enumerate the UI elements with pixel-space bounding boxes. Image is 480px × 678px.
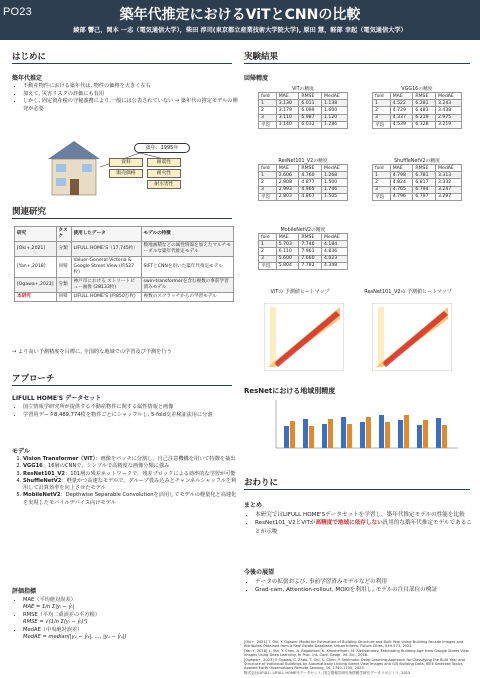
cell: 神戸市における ストリートビュー画像 (28133枚) — [71, 278, 141, 293]
house-window — [56, 178, 66, 186]
table-cell: 1.286 — [322, 121, 348, 128]
references — [244, 640, 476, 675]
table-cell: 平均 — [259, 262, 277, 269]
table-cell: 6.797 — [413, 193, 436, 200]
column-header: RMSE — [299, 165, 322, 172]
regional-bar — [436, 418, 441, 448]
table-row — [373, 193, 462, 200]
metric-item — [23, 597, 240, 612]
table-cell: 1.600 — [322, 107, 348, 114]
table-row — [373, 100, 462, 107]
table-header — [259, 165, 348, 172]
regional-heading: ResNetにおける地域別精度 — [244, 387, 336, 395]
table-cell: 6.483 — [413, 107, 436, 114]
cell: [Oki+,2021] — [15, 242, 57, 257]
table-cell: 7.660 — [299, 255, 322, 262]
future-list — [246, 578, 474, 595]
table-cell: 3.297 — [436, 193, 462, 200]
summary-highlight: 高精度で地域に依存しない — [315, 520, 383, 527]
table-cell: 2.808 — [276, 179, 299, 186]
cell: 分類 — [56, 242, 71, 257]
table-row — [15, 242, 234, 257]
result-table-block — [258, 226, 348, 270]
table-cell: 1.268 — [322, 172, 348, 179]
table-cell: 4.798 — [390, 172, 413, 179]
cell: LIFULL HOME'S (約850万枚) — [71, 293, 141, 302]
table-cell: 1.505 — [322, 193, 348, 200]
result-table — [258, 164, 348, 201]
table-cell: 1.120 — [322, 114, 348, 121]
cell: LIFULL HOME'S（17,745枚） — [71, 242, 141, 257]
future-item: • データの拡張および, 事前学習済みモデルなどの利用 — [255, 578, 474, 586]
reference: [Yan+, 2018] L. Yan, Y. Chen, A. Rajabifard, K. Khoshelham, M. Aleksandrov: Estimating Building Age from Google Street View Images Using Deep Learning, In Proc. Int. Conf. Geogr. Inf. Sci., 2018. — [244, 648, 469, 658]
column-header: RMSE — [299, 234, 322, 241]
reference: [Ogawa+, 2023] Y. Ogawa, C. Zhao, T. Oki, S. Chen, Y. Sekimoto: Deep Learning Approach for Classifying the Built Year and Structure of Individual Buildings by Automatically Linking Street View Images and GIS Building Data, IEEE Selected Topics Applied Earth Observations Remote Sensing, 16, 1740-1755, 2023. — [244, 657, 465, 671]
column-header: MedAE — [436, 93, 462, 100]
result-table-caption: ViTの精度 — [292, 87, 314, 92]
related-heading: 関連研究 — [12, 205, 232, 219]
heatmap-resnet — [372, 303, 452, 371]
table-cell: 4.836 — [322, 248, 348, 255]
intro-bullet: • 不動産物件における築年代は, 物件の価格を大きく左右 — [23, 83, 238, 91]
column-header: fold — [373, 93, 391, 100]
table-cell: 1.138 — [322, 100, 348, 107]
table-row — [259, 121, 348, 128]
table-cell: 1 — [259, 100, 277, 107]
regional-bar — [442, 425, 447, 448]
table-cell: 6.781 — [413, 172, 436, 179]
reference: 株式会社LIFULL: LIFULL HOME'Sデータセット, 国立情報学研究所情報学研究データリポジトリ, 2015. — [244, 670, 412, 675]
summary-list — [246, 511, 474, 536]
model-desc: ：Depthwise Separable Convolutionを活用してモデルの軽量化と高速化を実現したモバイルデバイス向けモデル — [23, 492, 237, 506]
table-cell: 6.281 — [413, 100, 436, 107]
fig-label-flood: 耐水害性 — [147, 180, 181, 189]
table-cell: 2.975 — [436, 114, 462, 121]
table-cell: 6.794 — [413, 186, 436, 193]
regional-bar — [341, 417, 346, 448]
regional-bar — [284, 426, 289, 448]
regional-bar — [423, 420, 428, 448]
result-table-caption: VGG16の精度 — [401, 87, 433, 92]
regional-bar — [398, 420, 403, 448]
cell: SIFTとCNNを用いた築年代推定モデル — [141, 257, 233, 278]
table-cell: 4.765 — [390, 186, 413, 193]
table-cell: 3.130 — [276, 100, 299, 107]
table-cell: 4.337 — [390, 114, 413, 121]
poster-id: PO23 — [3, 6, 32, 18]
result-table-block — [258, 157, 348, 201]
table-cell: 4.824 — [390, 179, 413, 186]
table-header — [259, 234, 348, 241]
metric-formula: MedAE = median(|y₁ − ŷ₁|, …, |yₙ − ŷₙ|) — [23, 634, 127, 641]
column-header: fold — [259, 165, 277, 172]
result-table — [372, 92, 462, 129]
table-cell: 4.184 — [322, 241, 348, 248]
cell: Valuer-General Victoria & Google Street View (約527枚) — [71, 257, 141, 278]
table-cell: 5.703 — [276, 241, 299, 248]
table-row — [259, 114, 348, 121]
table-cell: 3.140 — [276, 121, 299, 128]
table-cell: 3.438 — [436, 107, 462, 114]
metric-name: MAE（平均絶対誤差） — [23, 597, 76, 603]
table-cell: 1.746 — [322, 186, 348, 193]
table-cell: 1.500 — [322, 179, 348, 186]
heatmap-caption-resnet: ResNet101_V2の 予測値ヒートマップ — [364, 289, 452, 295]
model-name: ResNet101_V2 — [23, 470, 65, 477]
fig-label-doc: 資料 — [109, 158, 143, 167]
summary-text: ResNet101_V2とViTが — [255, 520, 316, 527]
table-cell: 1 — [373, 172, 391, 179]
table-cell: 平均 — [259, 193, 277, 200]
result-table — [258, 92, 348, 129]
poster-header — [0, 0, 480, 40]
table-cell: 1 — [373, 100, 391, 107]
table-cell: 平均 — [259, 121, 277, 128]
column-header: RMSE — [299, 93, 322, 100]
model-name: Vision Transformer（ViT） — [23, 456, 96, 462]
table-cell: 3.179 — [276, 107, 299, 114]
reference: [Oki+, 2021] T. Oki, Y. Ogawa: Model for Estimation of Building Structure and Built Year Using Building Facade Images and Attributes Obtained from a Real Estate Database, Urban Inform. Future Cities, 549-573, 2021. — [244, 640, 464, 649]
regional-bar — [379, 415, 384, 448]
table-row — [15, 293, 234, 302]
intro-sub: 築年代推定 — [12, 75, 43, 82]
dataset-bullet: • 国立情報学研究所が提供する不動産物件に関する属性情報と画像 — [23, 404, 240, 412]
result-table-caption: ShuffleNetV2の精度 — [394, 159, 440, 164]
table-row — [373, 172, 462, 179]
table-cell: 3 — [259, 255, 277, 262]
column-header: fold — [259, 93, 277, 100]
table-cell: 6.817 — [413, 179, 436, 186]
column-header: fold — [373, 165, 391, 172]
table-row — [15, 257, 234, 278]
regional-chart — [262, 398, 462, 456]
table-row — [259, 248, 348, 255]
result-table-caption: ResNet101_V2の精度 — [278, 159, 328, 164]
table-cell: 3.243 — [436, 100, 462, 107]
column-header: MedAE — [436, 165, 462, 172]
model-desc: ：軽量かつ高速なモデルで，グループ畳み込みとチャンネルシャッフルを利用して計算効率を向上させたモデル — [23, 477, 237, 492]
model-desc: ：101層の残差ネットワークで，残差ブロックによる効率的な学習が可能 — [65, 470, 236, 477]
table-row — [259, 193, 348, 200]
table-cell: 4.348 — [322, 262, 348, 269]
cell: [Yan+,2018] — [15, 257, 57, 278]
dataset-heading: LIFULL HOME'S データセット — [12, 395, 102, 402]
model-desc: ：16層のCNNで，シンプルで高精度な画像分類に強み — [42, 463, 170, 470]
table-cell: 2 — [373, 179, 391, 186]
table-cell: 6.219 — [413, 114, 436, 121]
regional-bar — [404, 415, 409, 448]
table-row — [259, 186, 348, 193]
model-item — [23, 492, 240, 507]
table-cell: 2.993 — [276, 186, 299, 193]
table-header — [373, 165, 462, 172]
heatmap-caption-vit: ViTの 予測値ヒートマップ — [270, 289, 330, 295]
table-cell: 3.219 — [436, 121, 462, 128]
col-model: モデルの特徴 — [141, 227, 233, 242]
table-cell: 3.247 — [436, 186, 462, 193]
table-cell: 7.961 — [299, 248, 322, 255]
table-cell: 2 — [259, 179, 277, 186]
regional-bar — [309, 426, 314, 448]
table-cell: 3 — [373, 114, 391, 121]
column-header: MAE — [276, 234, 299, 241]
table-cell: 4.539 — [390, 121, 413, 128]
table-row — [373, 179, 462, 186]
table-cell: 4.023 — [322, 255, 348, 262]
table-cell: 3.110 — [276, 114, 299, 121]
result-table-block — [372, 157, 462, 201]
model-name: MobileNetV2 — [23, 492, 61, 499]
table-cell: 4.522 — [390, 100, 413, 107]
heatmap-vit — [264, 303, 344, 371]
regional-bar — [385, 422, 390, 448]
result-table — [372, 164, 462, 201]
table-row — [259, 172, 348, 179]
related-note: → より高い予測精度を目標に, 全国的な地域での学習及び予測を行う — [12, 349, 172, 355]
table-cell: 4.729 — [390, 107, 413, 114]
column-header: MAE — [390, 93, 413, 100]
table-cell: 2 — [373, 107, 391, 114]
cell: swin-transformerを含む複数の事前学習済みモデル — [141, 278, 233, 293]
regional-bar — [328, 419, 333, 448]
col-study: 研究 — [15, 227, 57, 242]
regional-bar — [417, 425, 422, 448]
model-name: VGG16 — [23, 463, 43, 470]
table-cell: 4.796 — [390, 193, 413, 200]
table-cell: 6.011 — [299, 100, 322, 107]
related-table — [14, 226, 234, 302]
table-cell: 1 — [259, 172, 277, 179]
metric-item — [23, 612, 240, 627]
metric-name: MedAE（中央絶対誤差） — [23, 626, 83, 633]
column-header: MedAE — [322, 234, 348, 241]
regional-bar — [303, 419, 308, 448]
fig-label-quake: 耐震性 — [147, 158, 181, 167]
table-cell: 2.606 — [276, 172, 299, 179]
table-row — [259, 179, 348, 186]
table-cell: 6.110 — [276, 248, 299, 255]
summary-item — [255, 519, 474, 536]
metric-formula: RMSE = √(1/n Σ(yᵢ − ŷᵢ)²) — [23, 619, 88, 626]
metric-formula: MAE = 1/n Σ|yᵢ − ŷᵢ| — [23, 604, 75, 611]
column-header: MAE — [276, 165, 299, 172]
summary-text: 汎用的な築年代推定モデルであることが示唆 — [255, 520, 472, 535]
table-cell: 6.032 — [299, 121, 322, 128]
summary-heading: まとめ — [244, 502, 263, 509]
table-cell: 5.804 — [276, 262, 299, 269]
column-header: MAE — [390, 165, 413, 172]
cell: 回帰 — [56, 257, 71, 278]
poster-title: 築年代推定におけるViTとCNNの比較 — [119, 7, 361, 23]
table-cell: 3 — [373, 186, 391, 193]
table-header — [373, 93, 462, 100]
model-item — [23, 463, 240, 470]
col-task: タスク — [56, 227, 71, 242]
column-header: MAE — [276, 93, 299, 100]
summary-item: • 本研究ではLIFULL HOME'Sデータセットを学習し，築年代推定モデルの性能を比較 — [255, 511, 474, 519]
intro-heading: はじめに — [12, 50, 232, 64]
table-header — [15, 227, 234, 242]
dataset-bullet: • 学習用データ8,489,774枚を物件ごとにシャッフルし, 5-fold交差検証法用に分割 — [23, 412, 240, 420]
table-cell: 平均 — [373, 121, 391, 128]
cell: 回帰 — [56, 293, 71, 302]
table-row — [259, 262, 348, 269]
column-header: MedAE — [322, 93, 348, 100]
table-cell: 7.746 — [299, 241, 322, 248]
table-cell: 3 — [259, 114, 277, 121]
table-cell: 3.332 — [436, 179, 462, 186]
approach-heading: アプローチ — [12, 372, 232, 386]
regional-bar — [322, 424, 327, 448]
regional-bar — [347, 424, 352, 448]
model-item — [23, 471, 240, 478]
house-window — [82, 164, 92, 172]
fig-label-price: 販売価格 — [109, 169, 143, 178]
dataset-bullets — [14, 404, 240, 419]
table-row — [259, 255, 348, 262]
regional-bar — [366, 417, 371, 448]
house-window — [56, 164, 66, 172]
results-heading: 実験結果 — [244, 50, 470, 64]
result-table — [258, 233, 348, 270]
models-list — [14, 456, 240, 507]
house-roof — [48, 141, 100, 159]
table-cell: 3.313 — [436, 172, 462, 179]
result-table-block — [258, 85, 348, 129]
regional-bar — [360, 422, 365, 448]
cell: 本研究 — [15, 293, 57, 302]
conclusion-heading: おわりに — [244, 476, 470, 490]
future-heading: 今後の展望 — [244, 569, 275, 576]
col-data: 使用したデータ — [71, 227, 141, 242]
cell: 数地画積などの属性情報を加えたマルチモーダルな築年代推定モデル — [141, 242, 233, 257]
table-cell: 2 — [259, 248, 277, 255]
model-desc: ：画像をパッチに分割し，自己注意機構を用いて特徴を抽出 — [95, 456, 236, 462]
regression-heading: 回帰精度 — [244, 75, 269, 82]
table-row — [373, 107, 462, 114]
table-cell: 1 — [259, 241, 277, 248]
metric-name: RMSE（平均二乗誤差の平方根） — [23, 611, 100, 618]
model-name: ShuffleNetV2 — [23, 477, 62, 484]
table-row — [15, 278, 234, 293]
table-cell: 2 — [259, 107, 277, 114]
cell: 複数のスクラッチからの学習モデル — [141, 293, 233, 302]
table-cell: 4.867 — [299, 193, 322, 200]
column-header: MedAE — [322, 165, 348, 172]
table-cell: 2.803 — [276, 193, 299, 200]
table-header — [259, 93, 348, 100]
result-table-caption: MobileNetV2の精度 — [280, 228, 326, 233]
table-row — [373, 121, 462, 128]
metrics-list — [14, 597, 240, 641]
fig-label-fire: 耐火性 — [147, 169, 181, 178]
table-cell: 4.965 — [299, 186, 322, 193]
table-cell: 7.782 — [299, 262, 322, 269]
metric-item — [23, 627, 240, 642]
regional-bar — [290, 421, 295, 448]
authors: 綾部 響己，岡本 一志（電気通信大学），柴田 淳司(東京都立産業技術大学院大学), 原田 慧，軽部 幸起（電気通信大学） — [73, 27, 407, 34]
column-header: RMSE — [413, 93, 436, 100]
intro-bullet: • 加えて, 災害リスクの評価にも有用 — [23, 91, 238, 99]
cell: [Ogawa+,2023] — [15, 278, 57, 293]
table-cell: 6.099 — [299, 107, 322, 114]
table-row — [259, 100, 348, 107]
table-row — [373, 186, 462, 193]
column-header: RMSE — [413, 165, 436, 172]
intro-bullets — [14, 83, 238, 113]
table-cell: 5.987 — [299, 114, 322, 121]
table-cell: 4.877 — [299, 179, 322, 186]
models-heading: モデル — [12, 448, 30, 455]
table-cell: 平均 — [373, 193, 391, 200]
table-row — [373, 114, 462, 121]
result-table-block — [372, 85, 462, 129]
table-row — [259, 107, 348, 114]
table-cell: 3 — [259, 186, 277, 193]
cell: 分類 — [56, 278, 71, 293]
table-cell: 6.328 — [413, 121, 436, 128]
column-header: fold — [259, 234, 277, 241]
table-row — [259, 241, 348, 248]
future-item: • Grad-cam, Attention-rollout, MOXIを利用し, モデルの注目部位の検証 — [255, 586, 474, 594]
metrics-heading: 評価指標 — [12, 588, 37, 595]
house-door — [70, 179, 79, 195]
table-cell: 4.760 — [299, 172, 322, 179]
build-year-callout: 築年：1995年 — [134, 143, 190, 153]
intro-bullet: • しかし, 固定資産税の守秘義務により,一般には公表されていない → 築年代の推定モデルの開発が必要 — [23, 98, 238, 113]
table-cell: 5.600 — [276, 255, 299, 262]
model-item — [23, 478, 240, 493]
